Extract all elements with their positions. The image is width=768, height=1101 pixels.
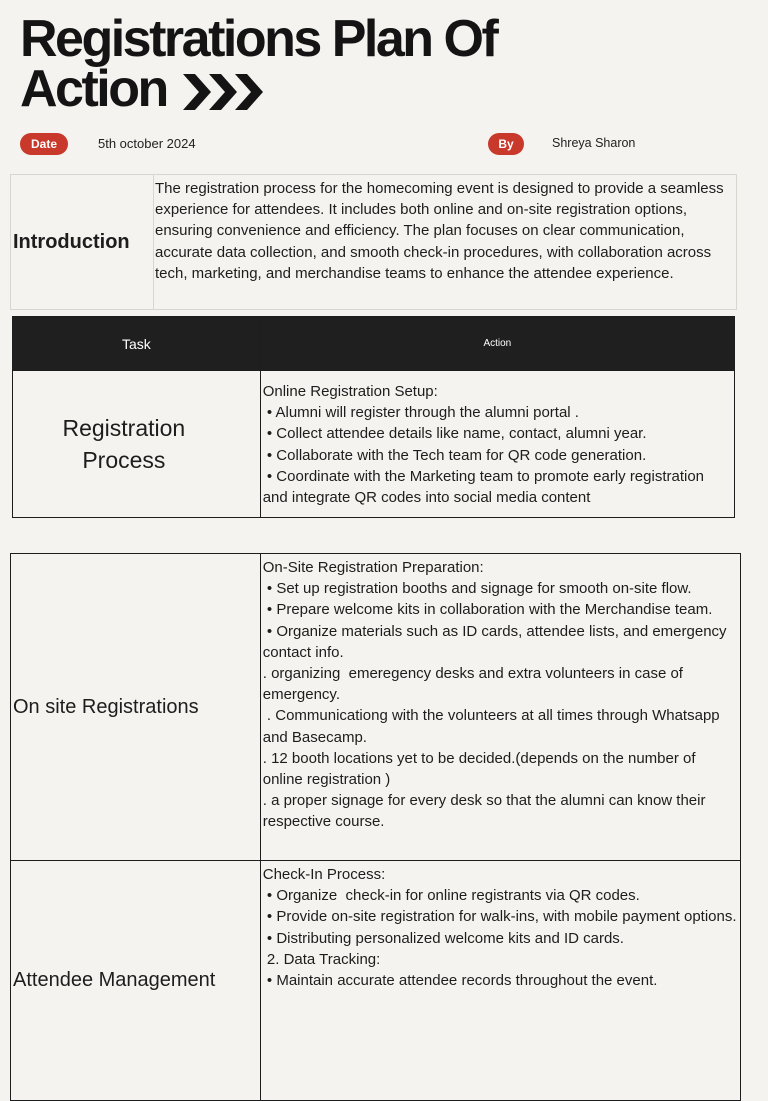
action-line: • Collaborate with the Tech team for QR code generation. [262, 446, 647, 464]
action-cell [260, 861, 740, 1101]
date-badge: Date [20, 133, 68, 155]
action-line: • Set up registration booths and signage for smooth on-site flow. [262, 580, 692, 598]
header-action: Action [260, 317, 734, 371]
action-line: • Coordinate with the Marketing team to promote early registration and integrate QR codes into social media content [262, 467, 709, 507]
title-line-2: Action [20, 60, 167, 118]
table-row [11, 554, 741, 861]
action-cell [260, 371, 734, 518]
plan-table-bottom [10, 553, 741, 1101]
action-line: • Provide on-site registration for walk-ins, with mobile payment options. [262, 908, 737, 926]
table-header-row [13, 317, 735, 371]
task-line-1: Registration [62, 415, 186, 441]
introduction-section [10, 174, 737, 310]
action-line: . 12 booth locations yet to be decided.(depends on the number of online registration ) [262, 749, 700, 789]
table-row [11, 861, 741, 1101]
action-cell [260, 554, 740, 861]
introduction-divider [153, 175, 154, 309]
introduction-text: The registration process for the homecoming event is designed to provide a seamless experience for attendees. It includes both online and on-site registration options, ensuring convenience and efficiency. The plan focuses on clear communication, accurate data collection, and smooth check-in procedures, with collaboration across tech, marketing, and merchandise teams to enhance the attendee experience. [155, 180, 724, 282]
title-line-2-row [20, 60, 496, 118]
date-value: 5th october 2024 [98, 136, 196, 151]
table-row [13, 371, 735, 518]
action-line: On-Site Registration Preparation: [262, 559, 484, 576]
task-line-2: Process [82, 447, 166, 473]
action-line: . Communicationg with the volunteers at all times through Whatsapp and Basecamp. [262, 707, 724, 746]
author-value: Shreya Sharon [552, 136, 636, 150]
action-line: • Organize check-in for online registrants via QR codes. [262, 887, 640, 905]
author-badge: By [488, 133, 524, 155]
action-line: Online Registration Setup: [262, 383, 438, 400]
action-line: • Alumni will register through the alumni portal . [262, 404, 579, 422]
action-line: • Maintain accurate attendee records throughout the event. [262, 972, 658, 990]
task-cell: Attendee Management [11, 861, 261, 1101]
task-cell [13, 371, 261, 518]
action-line: • Collect attendee details like name, contact, alumni year. [262, 425, 647, 443]
action-line: . organizing emeregency desks and extra volunteers in case of emergency. [262, 665, 688, 704]
action-line: Check-In Process: [262, 866, 386, 883]
header-task: Task [13, 317, 261, 371]
page-title [20, 10, 497, 118]
title-line-1: Registrations Plan Of [20, 10, 497, 68]
triple-chevron-right-icon [183, 74, 265, 110]
action-line: • Prepare welcome kits in collaboration with the Merchandise team. [262, 601, 713, 619]
action-line: • Organize materials such as ID cards, attendee lists, and emergency contact info. [262, 622, 731, 661]
action-line: • Distributing personalized welcome kits and ID cards. [262, 929, 624, 947]
action-line: 2. Data Tracking: [262, 950, 381, 968]
action-line: . a proper signage for every desk so that the alumni can know their respective course. [262, 792, 710, 831]
introduction-label: Introduction [13, 230, 130, 253]
task-cell: On site Registrations [11, 554, 261, 861]
plan-table-top [12, 316, 735, 518]
